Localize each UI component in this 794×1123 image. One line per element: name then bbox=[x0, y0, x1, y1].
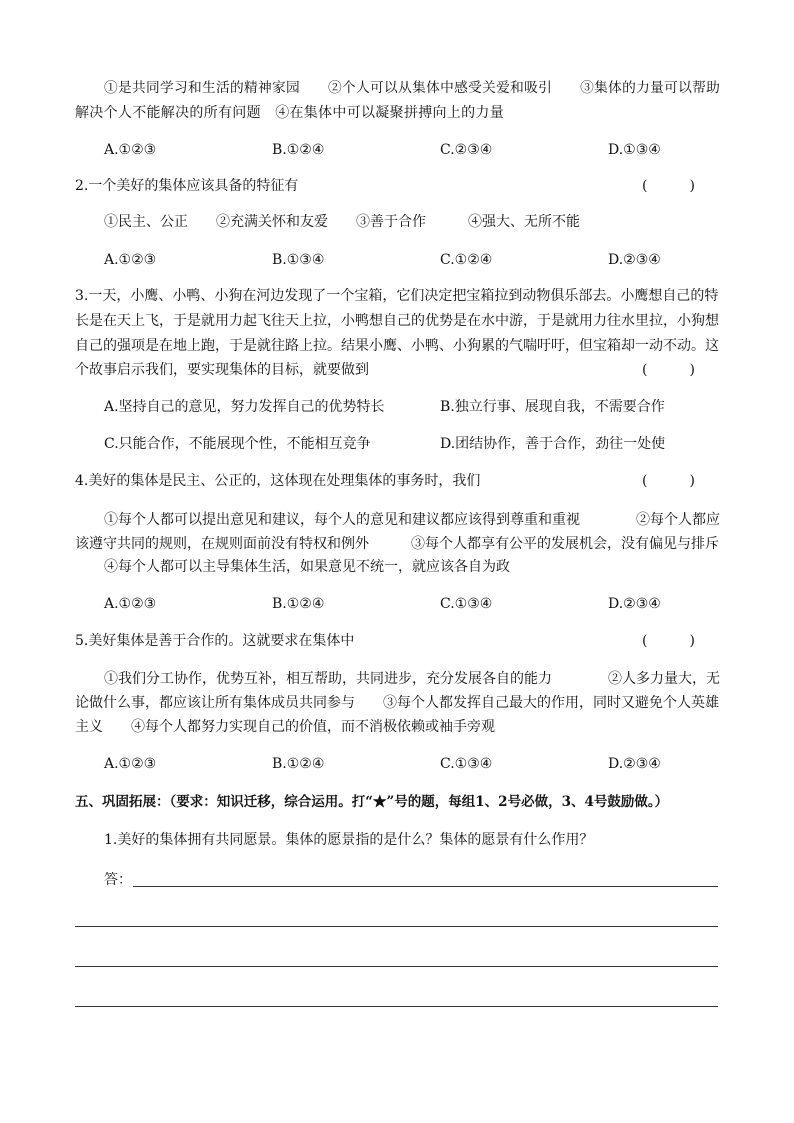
q3-option-d: D.团结协作，善于合作，劲往一处使 bbox=[440, 436, 666, 452]
q5-option-d: D.②③④ bbox=[608, 756, 661, 772]
q2-option-c: C.①②④ bbox=[440, 252, 493, 268]
answer-line-3[interactable] bbox=[75, 966, 718, 967]
q4-choices-line-1: ①每个人都可以提出意见和建议，每个人的意见和建议都应该得到尊重和重视 ②每个人都应 bbox=[104, 512, 720, 528]
q5-option-c: C.①③④ bbox=[440, 756, 493, 772]
q5-choices-line-2: 论做什么事，都应该让所有集体成员共同参与 ③每个人都发挥自己最大的作用，同时又避免个人英雄 bbox=[75, 695, 719, 711]
q2-choices: ①民主、公正 ②充满关怀和友爱 ③善于合作 ④强大、无所不能 bbox=[104, 214, 580, 230]
q4-option-d: D.②③④ bbox=[608, 596, 661, 612]
q3-stem-line-2: 长是在天上飞，于是就用力起飞往天上拉，小鸭想自己的优势是在水中游，于是就用力往水里拉，小狗想 bbox=[75, 313, 719, 329]
q1-option-b: B.①②④ bbox=[272, 142, 325, 158]
q1-option-c: C.②③④ bbox=[440, 142, 493, 158]
q3-stem-line-4: 个故事启示我们，要实现集体的目标，就要做到 bbox=[75, 362, 369, 378]
q3-option-c: C.只能合作，不能展现个性，不能相互竞争 bbox=[104, 436, 371, 452]
q1-option-a: A.①②③ bbox=[104, 142, 157, 158]
q5-stem: 5.美好集体是善于合作的。这就要求在集体中 bbox=[75, 633, 355, 649]
q1-option-d: D.①③④ bbox=[608, 142, 661, 158]
q4-option-c: C.①③④ bbox=[440, 596, 493, 612]
section-5-title: 五、巩固拓展：（要求：知识迁移，综合运用。打“★”号的题，每组1、2号必做，3、4号鼓励做。） bbox=[75, 794, 669, 810]
q2-option-a: A.①②③ bbox=[104, 252, 157, 268]
q5-answer-paren: ( ) bbox=[642, 633, 695, 649]
q5-option-b: B.①②④ bbox=[272, 756, 325, 772]
q4-option-a: A.①②③ bbox=[104, 596, 157, 612]
q5-choices-line-3: 主义 ④每个人都努力实现自己的价值，而不消极依赖或袖手旁观 bbox=[75, 719, 495, 735]
q2-stem: 2.一个美好的集体应该具备的特征有 bbox=[75, 178, 299, 194]
q2-option-d: D.②③④ bbox=[608, 252, 661, 268]
answer-line-1[interactable] bbox=[133, 886, 718, 887]
q1-choices-line-2: 解决个人不能解决的所有问题 ④在集体中可以凝聚拼搏向上的力量 bbox=[75, 105, 504, 121]
q4-stem: 4.美好的集体是民主、公正的，这体现在处理集体的事务时，我们 bbox=[75, 473, 481, 489]
q4-choices-line-2: 该遵守共同的规则，在规则面前没有特权和例外 ③每个人都享有公平的发展机会，没有偏见与排斥 bbox=[75, 536, 719, 552]
q3-option-b: B.独立行事、展现自我，不需要合作 bbox=[440, 399, 665, 415]
q5-choices-line-1: ①我们分工协作，优势互补，相互帮助，共同进步，充分发展各自的能力 ②人多力量大，无 bbox=[104, 671, 720, 687]
q3-stem-line-1: 3.一天，小鹰、小鸭、小狗在河边发现了一个宝箱，它们决定把宝箱拉到动物俱乐部去。小鹰想自己的特 bbox=[75, 288, 719, 304]
q2-answer-paren: ( ) bbox=[642, 178, 695, 194]
q1-choices-line-1: ①是共同学习和生活的精神家园 ②个人可以从集体中感受关爱和吸引 ③集体的力量可以帮助 bbox=[104, 80, 721, 96]
q3-answer-paren: ( ) bbox=[642, 362, 695, 378]
q4-answer-paren: ( ) bbox=[642, 473, 695, 489]
answer-line-4[interactable] bbox=[75, 1006, 718, 1007]
answer-label: 答： bbox=[104, 872, 132, 888]
q4-choices-line-3: ④每个人都可以主导集体生活，如果意见不统一，就应该各自为政 bbox=[104, 559, 510, 575]
q4-option-b: B.①②④ bbox=[272, 596, 325, 612]
q5-option-a: A.①②③ bbox=[104, 756, 157, 772]
q3-stem-line-3: 自己的强项是在地上跑，于是就往路上拉。结果小鹰、小鸭、小狗累的气喘吁吁，但宝箱却一动不动。这 bbox=[75, 338, 719, 354]
answer-line-2[interactable] bbox=[75, 926, 718, 927]
section-5-question-1: 1.美好的集体拥有共同愿景。集体的愿景指的是什么？集体的愿景有什么作用？ bbox=[104, 832, 594, 848]
q3-option-a: A.坚持自己的意见，努力发挥自己的优势特长 bbox=[104, 399, 385, 415]
q2-option-b: B.①③④ bbox=[272, 252, 325, 268]
